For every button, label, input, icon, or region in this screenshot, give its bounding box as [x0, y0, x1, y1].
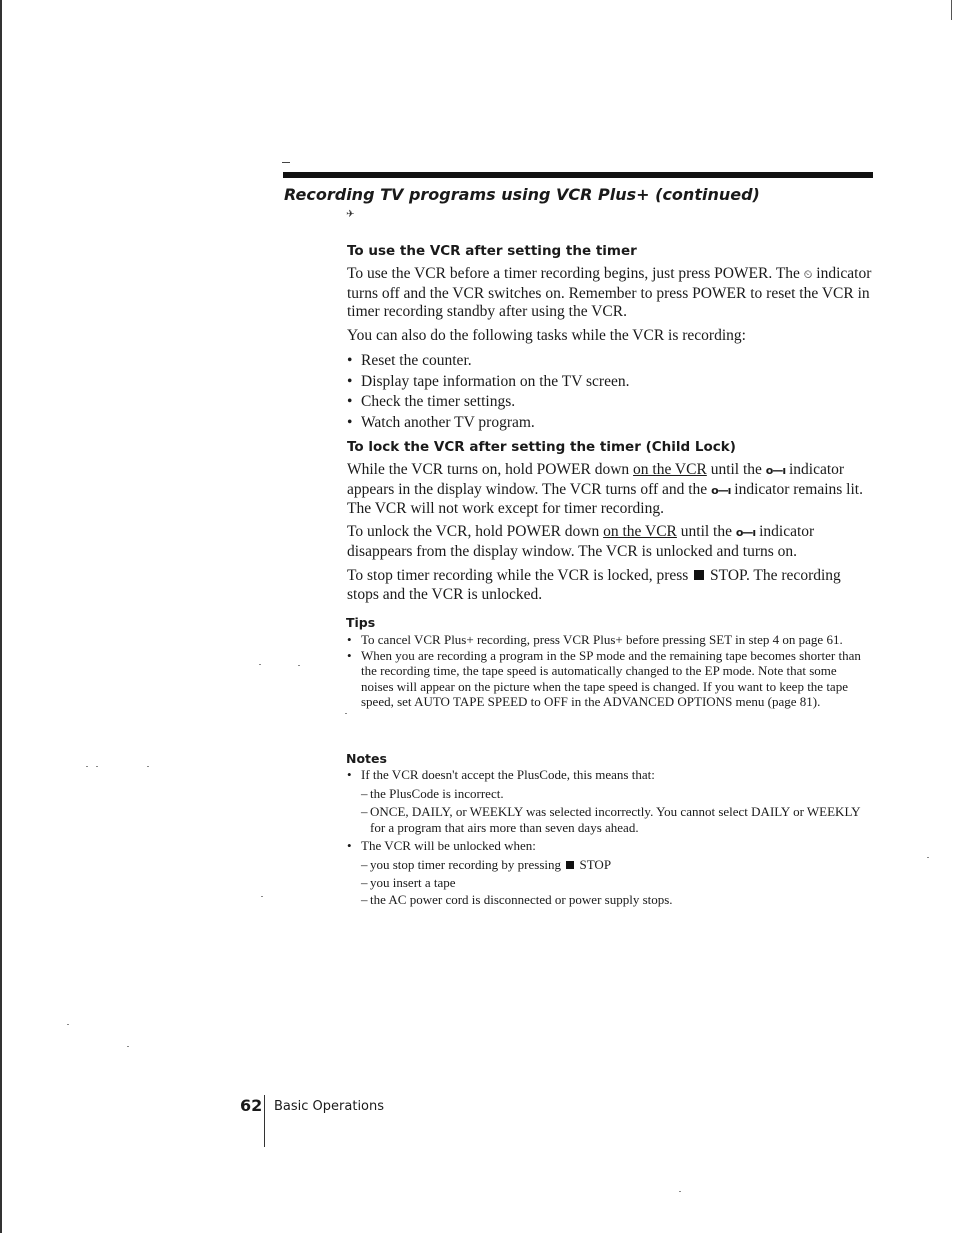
scan-speck [927, 857, 929, 858]
tips-heading: Tips [346, 615, 376, 630]
sub-item: – you insert a tape [361, 875, 872, 891]
scan-speck [96, 766, 98, 767]
sub-item: – ONCE, DAILY, or WEEKLY was selected incorrectly. You cannot select DAILY or WEEKLY for a program that airs more than seven days ahead. [361, 804, 872, 835]
page-number: 62 [240, 1096, 263, 1115]
sub-item-text: you stop timer recording by pressing [370, 856, 561, 872]
heading-use-vcr: To use the VCR after setting the timer [347, 243, 637, 259]
sub-item-text: STOP [579, 856, 612, 872]
heading-child-lock: To lock the VCR after setting the timer (Child Lock) [347, 439, 736, 455]
scan-speck [67, 1024, 69, 1025]
key-icon: o—ı [735, 526, 756, 539]
header-dash [282, 162, 290, 163]
stop-text-a: To stop timer recording while the VCR is locked, press [347, 567, 689, 584]
stop-icon [566, 861, 574, 869]
scan-speck [86, 766, 88, 767]
list-item: • To cancel VCR Plus+ recording, press VCR Plus+ before pressing SET in step 4 on page 61. [347, 632, 872, 648]
paragraph-lock [347, 461, 872, 519]
list-item [347, 838, 872, 907]
unlock-text-c: indicator disappears from the display window. The VCR is unlocked and turns on. [347, 523, 815, 560]
scan-right-edge [951, 0, 952, 20]
page-title: Recording TV programs using VCR Plus+ (continued) [284, 185, 760, 204]
arrow-icon: ✈ [346, 209, 355, 220]
on-the-vcr-text: on the VCR [633, 461, 707, 478]
scan-speck [261, 896, 263, 897]
use-vcr-text-1: To use the VCR before a timer recording begins, just press POWER. The [347, 265, 800, 282]
header-rule [283, 172, 873, 178]
notes-heading: Notes [346, 751, 387, 766]
notes-list [347, 767, 872, 907]
sub-item: – the PlusCode is incorrect. [361, 786, 872, 802]
sub-item: – the AC power cord is disconnected or power supply stops. [361, 892, 872, 908]
lock-text-c: indicator appears in the display window. The VCR turns off and the [347, 461, 845, 498]
paragraph-tasks [347, 327, 872, 346]
on-the-vcr-text: on the VCR [603, 523, 677, 540]
unlock-text-a: To unlock the VCR, hold POWER down [347, 523, 600, 540]
list-item: • Reset the counter. [347, 351, 872, 372]
scan-left-edge [0, 0, 2, 1233]
unlock-text-b: until the [680, 523, 732, 540]
scan-speck [259, 664, 261, 665]
key-icon: o—ı [711, 483, 731, 497]
paragraph-unlock [347, 523, 872, 561]
list-item: • Check the timer settings. [347, 392, 872, 413]
footer-section-name: Basic Operations [274, 1099, 385, 1114]
list-item [347, 767, 872, 835]
list-item: • Watch another TV program. [347, 413, 872, 434]
key-icon: o—ı [765, 464, 786, 477]
timer-icon: ⏲ [803, 268, 813, 281]
task-list [347, 351, 872, 433]
footer-divider [264, 1095, 265, 1147]
list-item: • When you are recording a program in the SP mode and the remaining tape becomes shorter than the recording time, the tape speed is automatically changed to the EP mode. Note that some noises will appear on the picture when the tape speed is changed. If you want to keep the tape speed, set AUTO TAPE SPEED to OFF in the ADVANCED OPTIONS menu (page 81). [347, 648, 872, 710]
note-text: • If the VCR doesn't accept the PlusCode, this means that: [361, 767, 655, 782]
paragraph-use-vcr [347, 265, 872, 322]
paragraph-stop [347, 567, 872, 604]
scan-speck [345, 713, 347, 714]
scan-speck [679, 1191, 681, 1192]
use-vcr-text-2: indicator turns off and the VCR switches on. Remember to press POWER to reset the VCR in timer recording standby after using the VCR. [347, 265, 872, 320]
sub-item [361, 857, 872, 873]
tasks-intro: You can also do the following tasks while the VCR is recording: [347, 327, 746, 344]
lock-text-a: While the VCR turns on, hold POWER down [347, 461, 630, 478]
lock-text-b: until the [710, 461, 762, 478]
tips-list [347, 632, 872, 710]
scan-speck [298, 665, 300, 666]
stop-text-b: STOP. The recording stops and the VCR is unlocked. [347, 567, 841, 603]
lock-text-d: indicator remains lit. The VCR will not work except for timer recording. [347, 480, 863, 517]
note-text: • The VCR will be unlocked when: [361, 838, 536, 853]
list-item: • Display tape information on the TV screen. [347, 372, 872, 393]
scan-speck [147, 766, 149, 767]
stop-icon [694, 570, 704, 580]
scan-speck [127, 1046, 129, 1047]
